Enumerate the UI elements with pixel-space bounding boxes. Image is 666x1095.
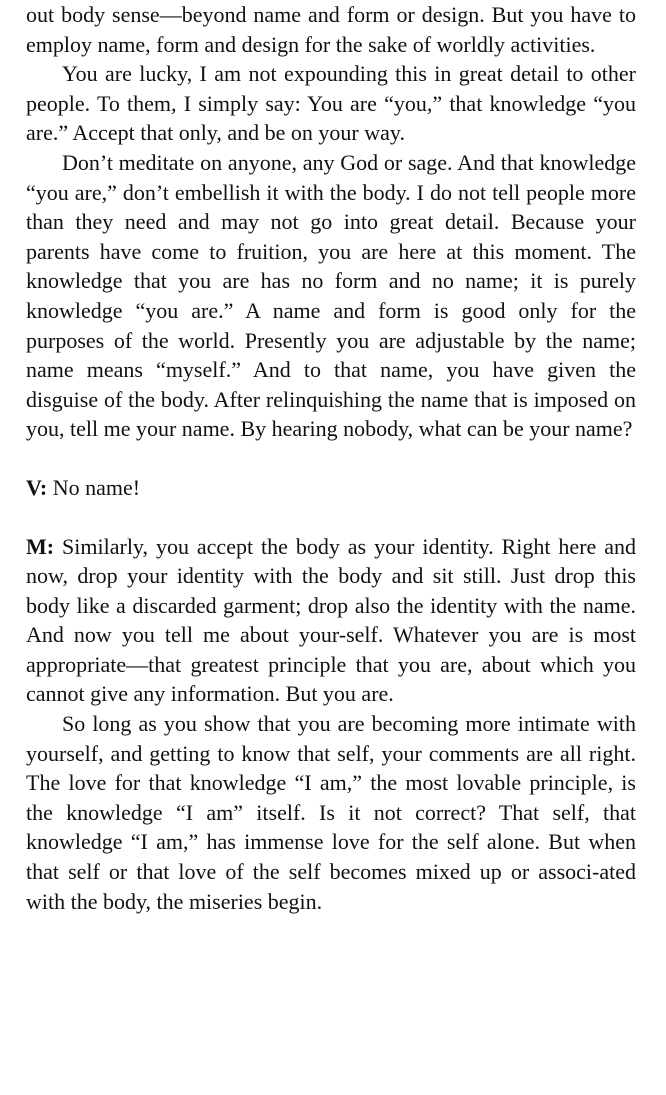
paragraph-text: out body sense—beyond name and form or design. But you have to employ name, form and design for the sake of worldly activities. bbox=[26, 2, 636, 57]
dialogue-maharaj bbox=[26, 532, 636, 710]
dialogue-text: No name! bbox=[47, 474, 141, 500]
paragraph-lucky bbox=[26, 59, 636, 148]
speaker-label: M: bbox=[26, 533, 55, 559]
paragraph-text: So long as you show that you are becoming more intimate with yourself, and getting to know that self, your comments are all right. The love for that knowledge “I am,” the most lovable principle, is the knowledge “I am” itself. Is it not correct? That self, that knowledge “I am,” has immense love for the self alone. But when that self or that love of the self becomes mixed up or associ-ated with the body, the miseries begin. bbox=[26, 711, 636, 914]
speaker-label: V: bbox=[26, 474, 48, 500]
paragraph-so-long bbox=[26, 709, 636, 916]
paragraph-dont-meditate bbox=[26, 148, 636, 444]
paragraph-continuation bbox=[26, 0, 636, 59]
dialogue-visitor bbox=[26, 473, 636, 503]
dialogue-text: Similarly, you accept the body as your identity. Right here and now, drop your identity with the body and sit still. Just drop this body like a discarded garment; drop also the identity with the name. And now you tell me about your-self. Whatever you are is most appropriate—that greatest principle that you are, about which you cannot give any information. But you are. bbox=[26, 533, 636, 707]
paragraph-text: Don’t meditate on anyone, any God or sage. And that knowledge “you are,” don’t embellish it with the body. I do not tell people more than they need and may not go into great detail. Because your parents have come to fruition, you are here at this moment. The knowledge that you are has no form and no name; it is purely knowledge “you are.” A name and form is good only for the purposes of the world. Presently you are adjustable by the name; name means “myself.” And to that name, you have given the disguise of the body. After relinquishing the name that is imposed on you, tell me your name. By hearing nobody, what can be your name? bbox=[26, 149, 636, 442]
book-page bbox=[26, 0, 636, 916]
paragraph-text: You are lucky, I am not expounding this in great detail to other people. To them, I simply say: You are “you,” that knowledge “you are.” Accept that only, and be on your way. bbox=[26, 61, 636, 146]
